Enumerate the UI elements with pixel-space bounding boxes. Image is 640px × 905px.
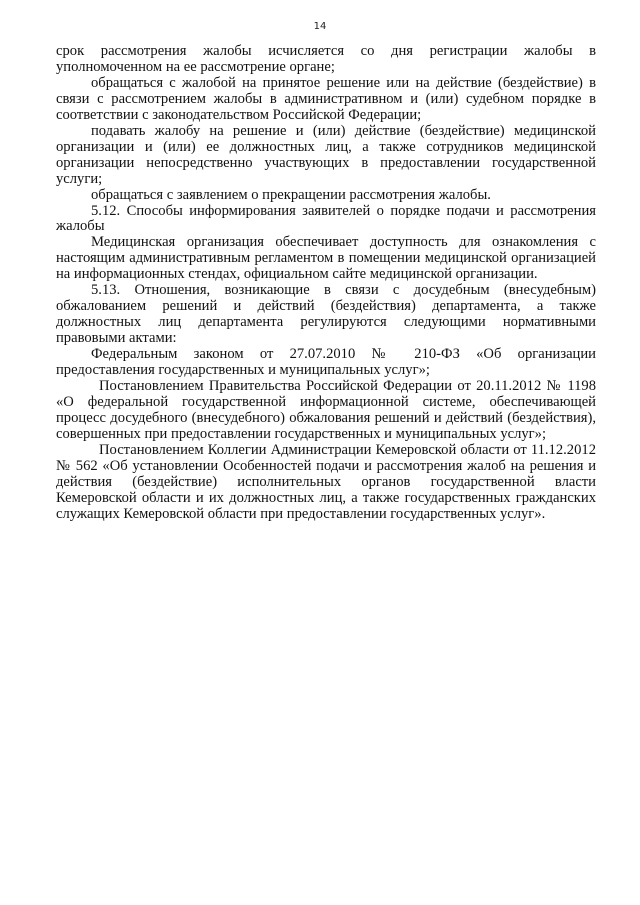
paragraph-federal-law: Федеральным законом от 27.07.2010 № 210-ФЗ «Об организации предоставления государственных и муниципальных услуг»; <box>56 346 596 379</box>
paragraph-government-decree: Постановлением Правительства Российской Федерации от 20.11.2012 № 1198 «О федеральной государственной информационной системе, обеспечивающей процесс досудебного (внесудебного) обжалования решений и действий (бездействия), совершенных при предоставлении государственных и муниципальных услуг»; <box>56 378 596 442</box>
section-heading-5-12: 5.12. Способы информирования заявителей о порядке подачи и рассмотрения жалобы <box>56 202 596 235</box>
document-body <box>56 44 596 523</box>
paragraph-appeal-right: обращаться с жалобой на принятое решение или на действие (бездействие) в связи с рассмотрением жалобы в административном и (или) судебном порядке в соответствии с законодательством Российской Федерации; <box>56 74 596 123</box>
paragraph-complaint-period: срок рассмотрения жалобы исчисляется со дня регистрации жалобы в уполномоченном на ее рассмотрение органе; <box>56 43 596 75</box>
paragraph-information-access: Медицинская организация обеспечивает доступность для ознакомления с настоящим административным регламентом в помещении медицинской организацией на информационных стендах, официальном сайте медицинской организации. <box>56 234 596 283</box>
paragraph-regional-decree: Постановлением Коллегии Администрации Кемеровской области от 11.12.2012 № 562 «Об установлении Особенностей подачи и рассмотрения жалоб на решения и действия (бездействие) исполнительных органов государственной власти Кемеровской области и их должностных лиц, а также государственных гражданских служащих Кемеровской области при предоставлении государственных услуг». <box>56 441 596 522</box>
section-heading-5-13: 5.13. Отношения, возникающие в связи с досудебным (внесудебным) обжалованием решений и действий (бездействия) департамента, а также должностных лиц департамента регулируются следующими нормативными правовыми актами: <box>56 282 596 347</box>
page-number: 14 <box>313 21 327 32</box>
paragraph-withdraw-complaint: обращаться с заявлением о прекращении рассмотрения жалобы. <box>91 186 491 203</box>
paragraph-file-complaint: подавать жалобу на решение и (или) действие (бездействие) медицинской организации и (или) ее должностных лиц, а также сотрудников медицинской организации непосредственно участвующих в предоставлении государственной услуги; <box>56 122 596 187</box>
